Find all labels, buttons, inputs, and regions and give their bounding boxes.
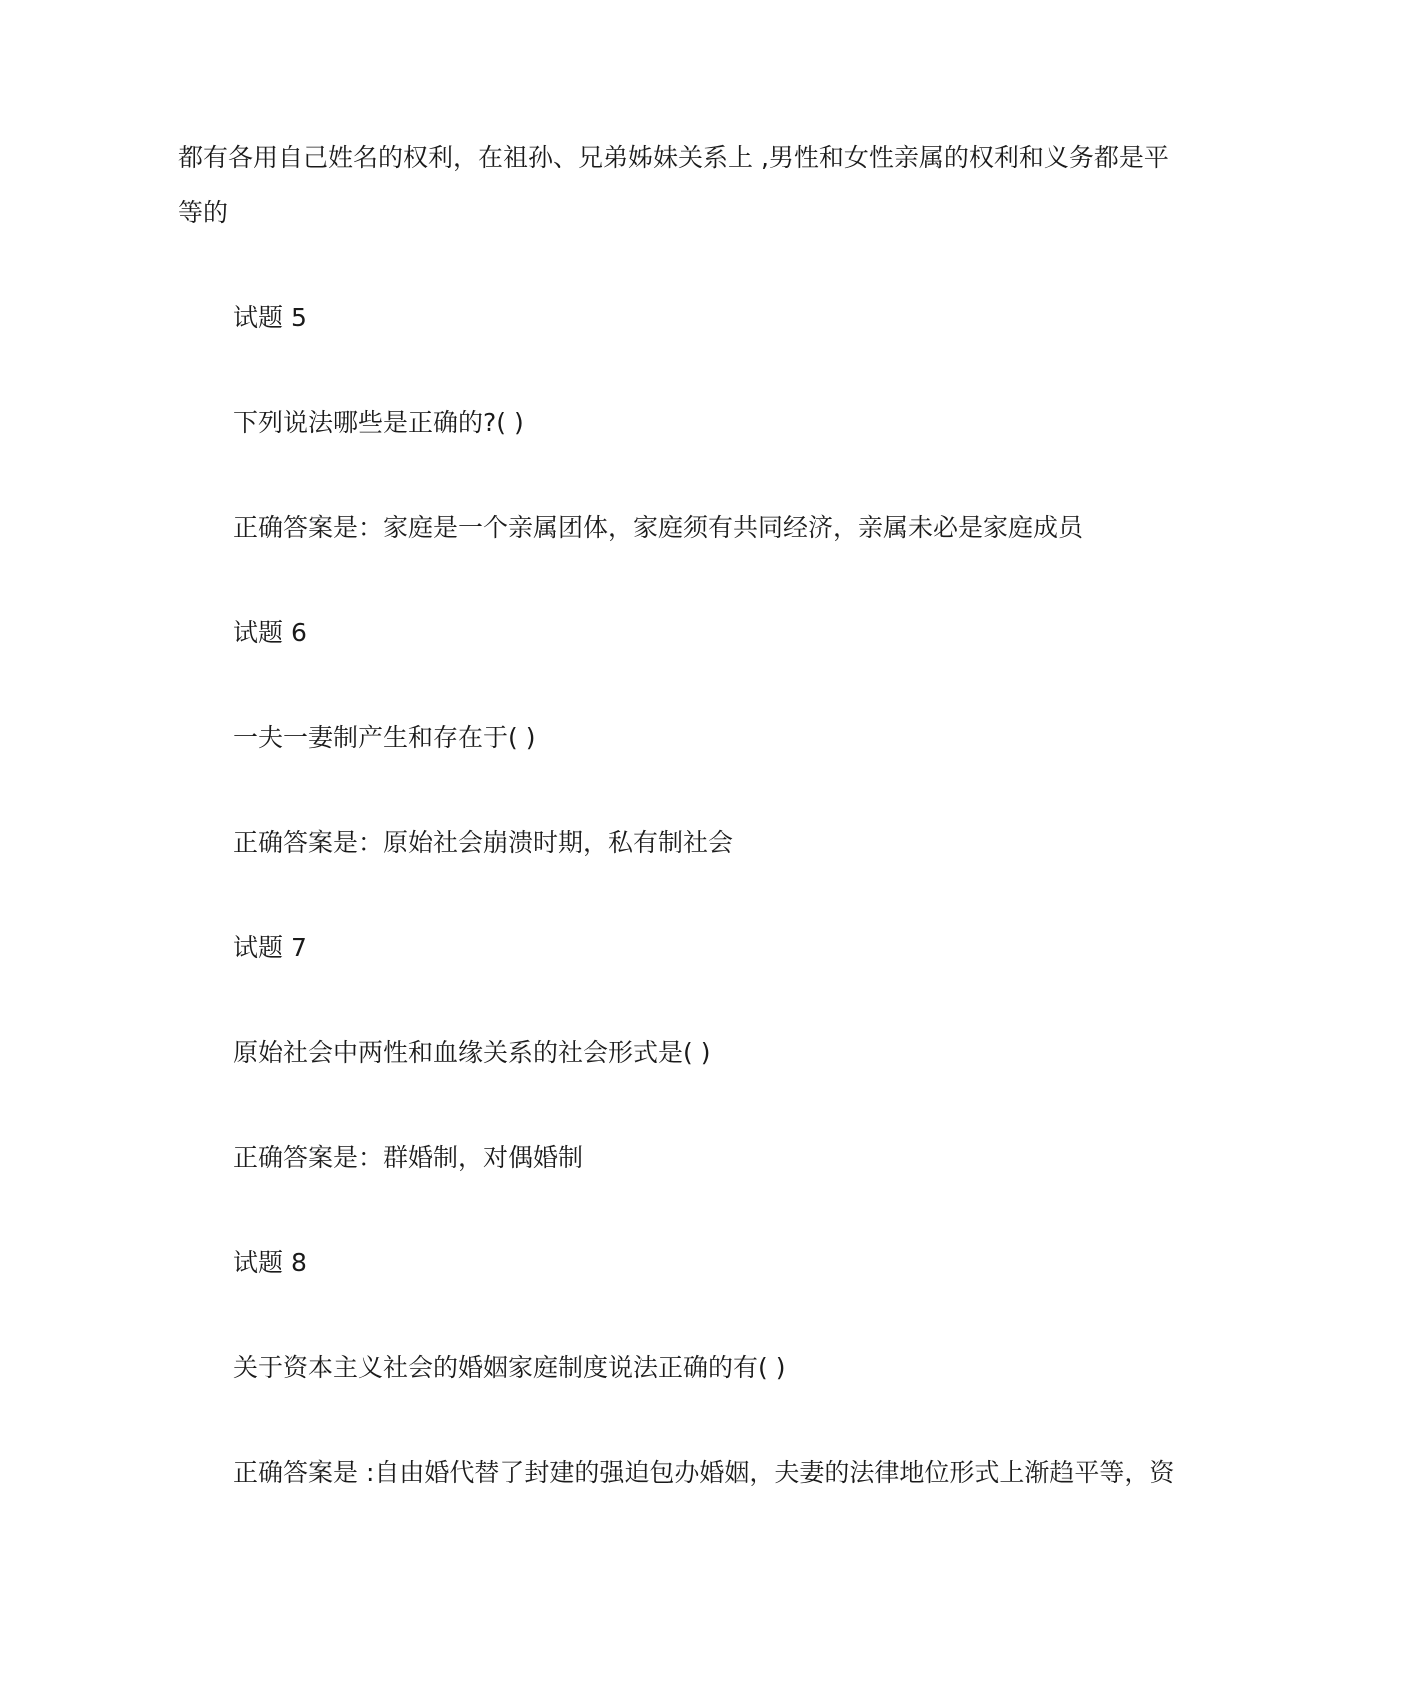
question-8-label: 试题 8 [233,1248,307,1277]
question-5-text: 下列说法哪些是正确的?( ) [233,408,524,437]
intro-text-line-2: 等的 [178,198,229,227]
question-7-label: 试题 7 [233,933,307,962]
question-8-text: 关于资本主义社会的婚姻家庭制度说法正确的有( ) [233,1353,786,1382]
question-8-answer: 正确答案是 :自由婚代替了封建的强迫包办婚姻，夫妻的法律地位形式上渐趋平等，资 [233,1458,1175,1487]
question-5-answer: 正确答案是：家庭是一个亲属团体，家庭须有共同经济，亲属未必是家庭成员 [233,513,1084,542]
question-6-answer: 正确答案是：原始社会崩溃时期，私有制社会 [233,828,734,857]
question-6-label: 试题 6 [233,618,307,647]
question-7-answer: 正确答案是：群婚制，对偶婚制 [233,1143,584,1172]
intro-text-line-1: 都有各用自己姓名的权利，在祖孙、兄弟姊妹关系上 ,男性和女性亲属的权利和义务都是平 [178,143,1169,172]
question-6-text: 一夫一妻制产生和存在于( ) [233,723,536,752]
question-7-text: 原始社会中两性和血缘关系的社会形式是( ) [233,1038,711,1067]
question-5-label: 试题 5 [233,303,307,332]
